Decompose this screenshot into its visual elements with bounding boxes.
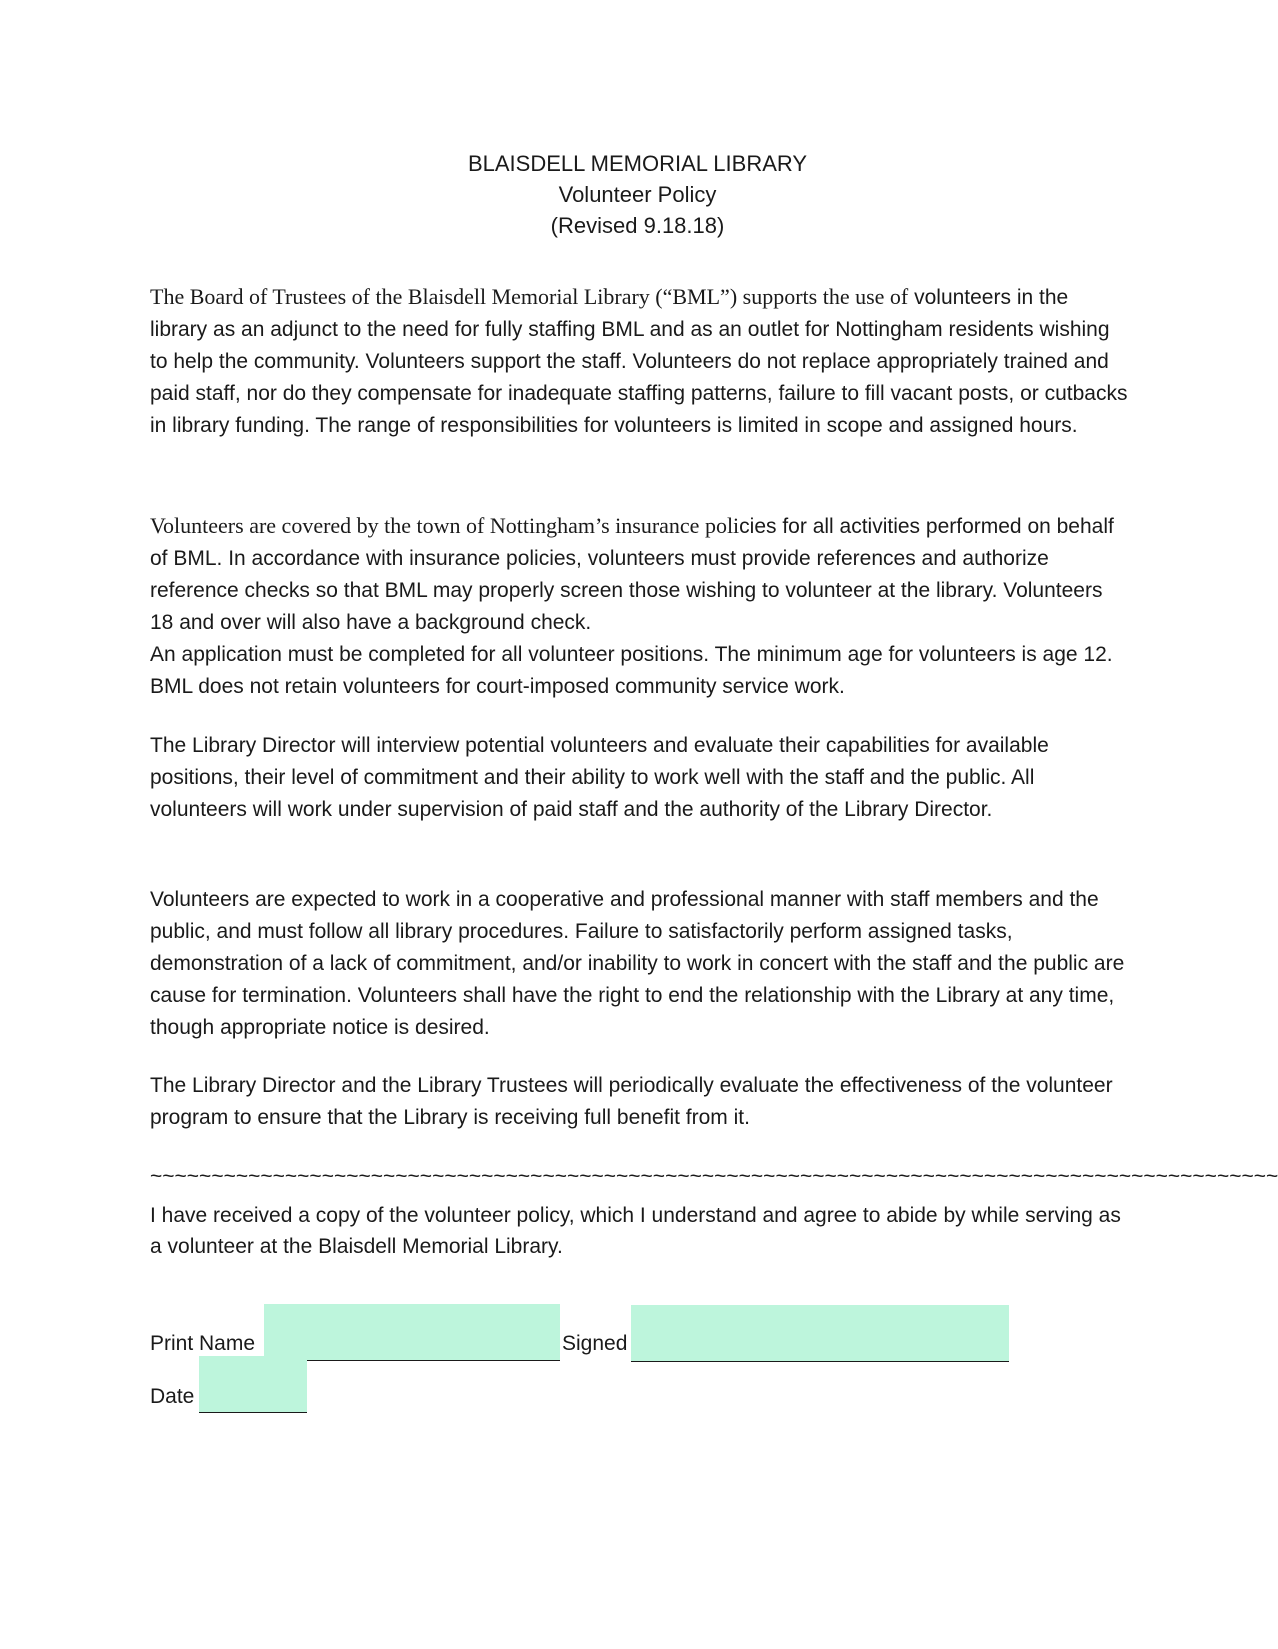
library-title: BLAISDELL MEMORIAL LIBRARY (467, 151, 808, 176)
acknowledgement-statement: I have received a copy of the volunteer policy, which I understand and agree to abide by while serving as a volunteer at the Blaisdell Memorial Library. (150, 1204, 1121, 1258)
paragraph-application: An application must be completed for all volunteer positions. The minimum age for volunteers is age 12. BML does not retain volunteers for court-imposed community service work. (150, 643, 1113, 698)
signed-label: Signed (562, 1332, 628, 1355)
paragraph-conduct: Volunteers are expected to work in a cooperative and professional manner with staff members and the public, and must follow all library procedures. Failure to satisfactorily perform assigned tasks, demonstration of a lack of commitment, and/or inability to work in concert with the staff and the public are cause for termination. Volunteers shall have the right to end the relationship with the Library at any time, though appropriate notice is desired. (150, 888, 1125, 1039)
revision-date: (Revised 9.18.18) (550, 213, 725, 238)
document-header (0, 148, 1275, 241)
date-row (150, 1383, 550, 1423)
date-label: Date (150, 1385, 195, 1408)
document-subtitle: Volunteer Policy (558, 182, 717, 207)
paragraph-insurance-body: cies for all activities performed on behalf of BML. In accordance with insurance policies, volunteers must provide references and authorize reference checks so that BML may properly screen those wishing to volunteer at the library. Volunteers 18 and over will also have a background check. (150, 515, 1114, 634)
separator-line: ~~~~~~~~~~~~~~~~~~~~~~~~~~~~~~~~~~~~~~~~~~~~~~~~~~~~~~~~~~~~~~~~~~~~~~~~~~~~~~~~~~~~~~~~~~~~ (150, 1165, 1278, 1188)
print-name-label: Print Name (150, 1332, 256, 1355)
date-field[interactable] (199, 1356, 307, 1413)
paragraph-support-body: volunteers in the library as an adjunct to the need for fully staffing BML and as an outlet for Nottingham residents wishing to help the community. Volunteers support the staff. Volunteers do not replace appropriately trained and paid staff, nor do they compensate for inadequate staffing patterns, failure to fill vacant posts, or cutbacks in library funding. The range of responsibilities for volunteers is limited in scope and assigned hours. (150, 286, 1128, 437)
paragraph-support-lead: The Board of Trustees of the Blaisdell Memorial Library (“BML”) supports the use of (150, 284, 909, 309)
paragraph-evaluation: The Library Director and the Library Trustees will periodically evaluate the effectiveness of the volunteer program to ensure that the Library is receiving full benefit from it. (150, 1074, 1113, 1129)
print-name-field[interactable] (264, 1304, 560, 1361)
paragraph-insurance (150, 510, 1130, 703)
signature-field[interactable] (631, 1305, 1009, 1362)
paragraph-support (150, 281, 1130, 442)
paragraph-insurance-lead: Volunteers are covered by the town of Nottingham’s insurance poli (150, 513, 740, 538)
paragraph-interview: The Library Director will interview potential volunteers and evaluate their capabilities for available positions, their level of commitment and their ability to work well with the staff and the public. All volunteers will work under supervision of paid staff and the authority of the Library Director. (150, 734, 1049, 821)
